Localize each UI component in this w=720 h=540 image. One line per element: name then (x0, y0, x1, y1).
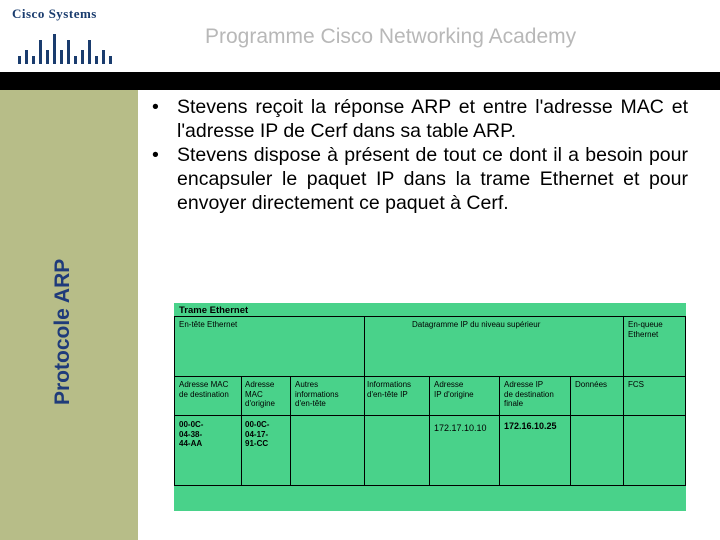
frame-line (174, 415, 686, 416)
field-value-ip-destination: 172.16.10.25 (504, 421, 557, 431)
field-label-data: Données (575, 380, 608, 389)
frame-line (685, 316, 686, 485)
field-label-ip-origin: Adresse IP d'origine (434, 380, 474, 399)
frame-datagram-section: Datagramme IP du niveau supérieur (412, 320, 541, 329)
ethernet-frame-diagram (174, 303, 686, 511)
logo-bars-icon (16, 26, 120, 66)
frame-line (429, 376, 430, 485)
bullet-text: Stevens dispose à présent de tout ce dont il a besoin pour encapsuler le paquet IP dans la trame Ethernet et pour envoyer directement ce paquet à Cerf. (177, 144, 688, 214)
field-value-mac-origin: 00-0C- 04-17- 91-CC (245, 420, 270, 448)
bullet-marker: • (152, 96, 159, 118)
frame-title: Trame Ethernet (179, 305, 249, 316)
field-label-ip-header-info: Informations d'en-tête IP (367, 380, 412, 399)
bullet-list (152, 95, 688, 215)
header-title: Programme Cisco Networking Academy (205, 25, 577, 48)
field-value-mac-destination: 00-0C- 04-38- 44-AA (179, 420, 204, 448)
logo-text: Cisco Systems (12, 6, 97, 21)
sidebar-title: Protocole ARP (51, 258, 74, 405)
frame-line (174, 316, 175, 485)
frame-trailer-section-line1: En-queue (628, 320, 663, 329)
field-label-mac-destination: Adresse MAC de destination (179, 380, 229, 399)
frame-trailer-section-line2: Ethernet (628, 330, 659, 339)
frame-line (570, 376, 571, 485)
bullet-item (152, 143, 688, 215)
field-label-other-header-info: Autres informations d'en-tête (295, 380, 339, 408)
bullet-text: Stevens reçoit la réponse ARP et entre l'adresse MAC et l'adresse IP de Cerf dans sa table ARP. (177, 96, 688, 142)
frame-header-section: En-tête Ethernet (179, 320, 238, 329)
field-label-ip-destination: Adresse IP de destination finale (504, 380, 554, 408)
header-divider-bar (0, 72, 720, 90)
field-label-fcs: FCS (628, 380, 644, 389)
cisco-logo (12, 6, 124, 66)
frame-line (174, 316, 686, 317)
frame-line (364, 316, 365, 485)
frame-line (174, 376, 686, 377)
bullet-marker: • (152, 144, 159, 166)
frame-line (499, 376, 500, 485)
frame-line (174, 485, 686, 486)
bullet-item (152, 95, 688, 143)
frame-line (241, 376, 242, 485)
frame-line (290, 376, 291, 485)
field-value-ip-origin: 172.17.10.10 (434, 423, 487, 433)
field-label-mac-origin: Adresse MAC d'origine (245, 380, 275, 408)
frame-line (623, 316, 624, 485)
